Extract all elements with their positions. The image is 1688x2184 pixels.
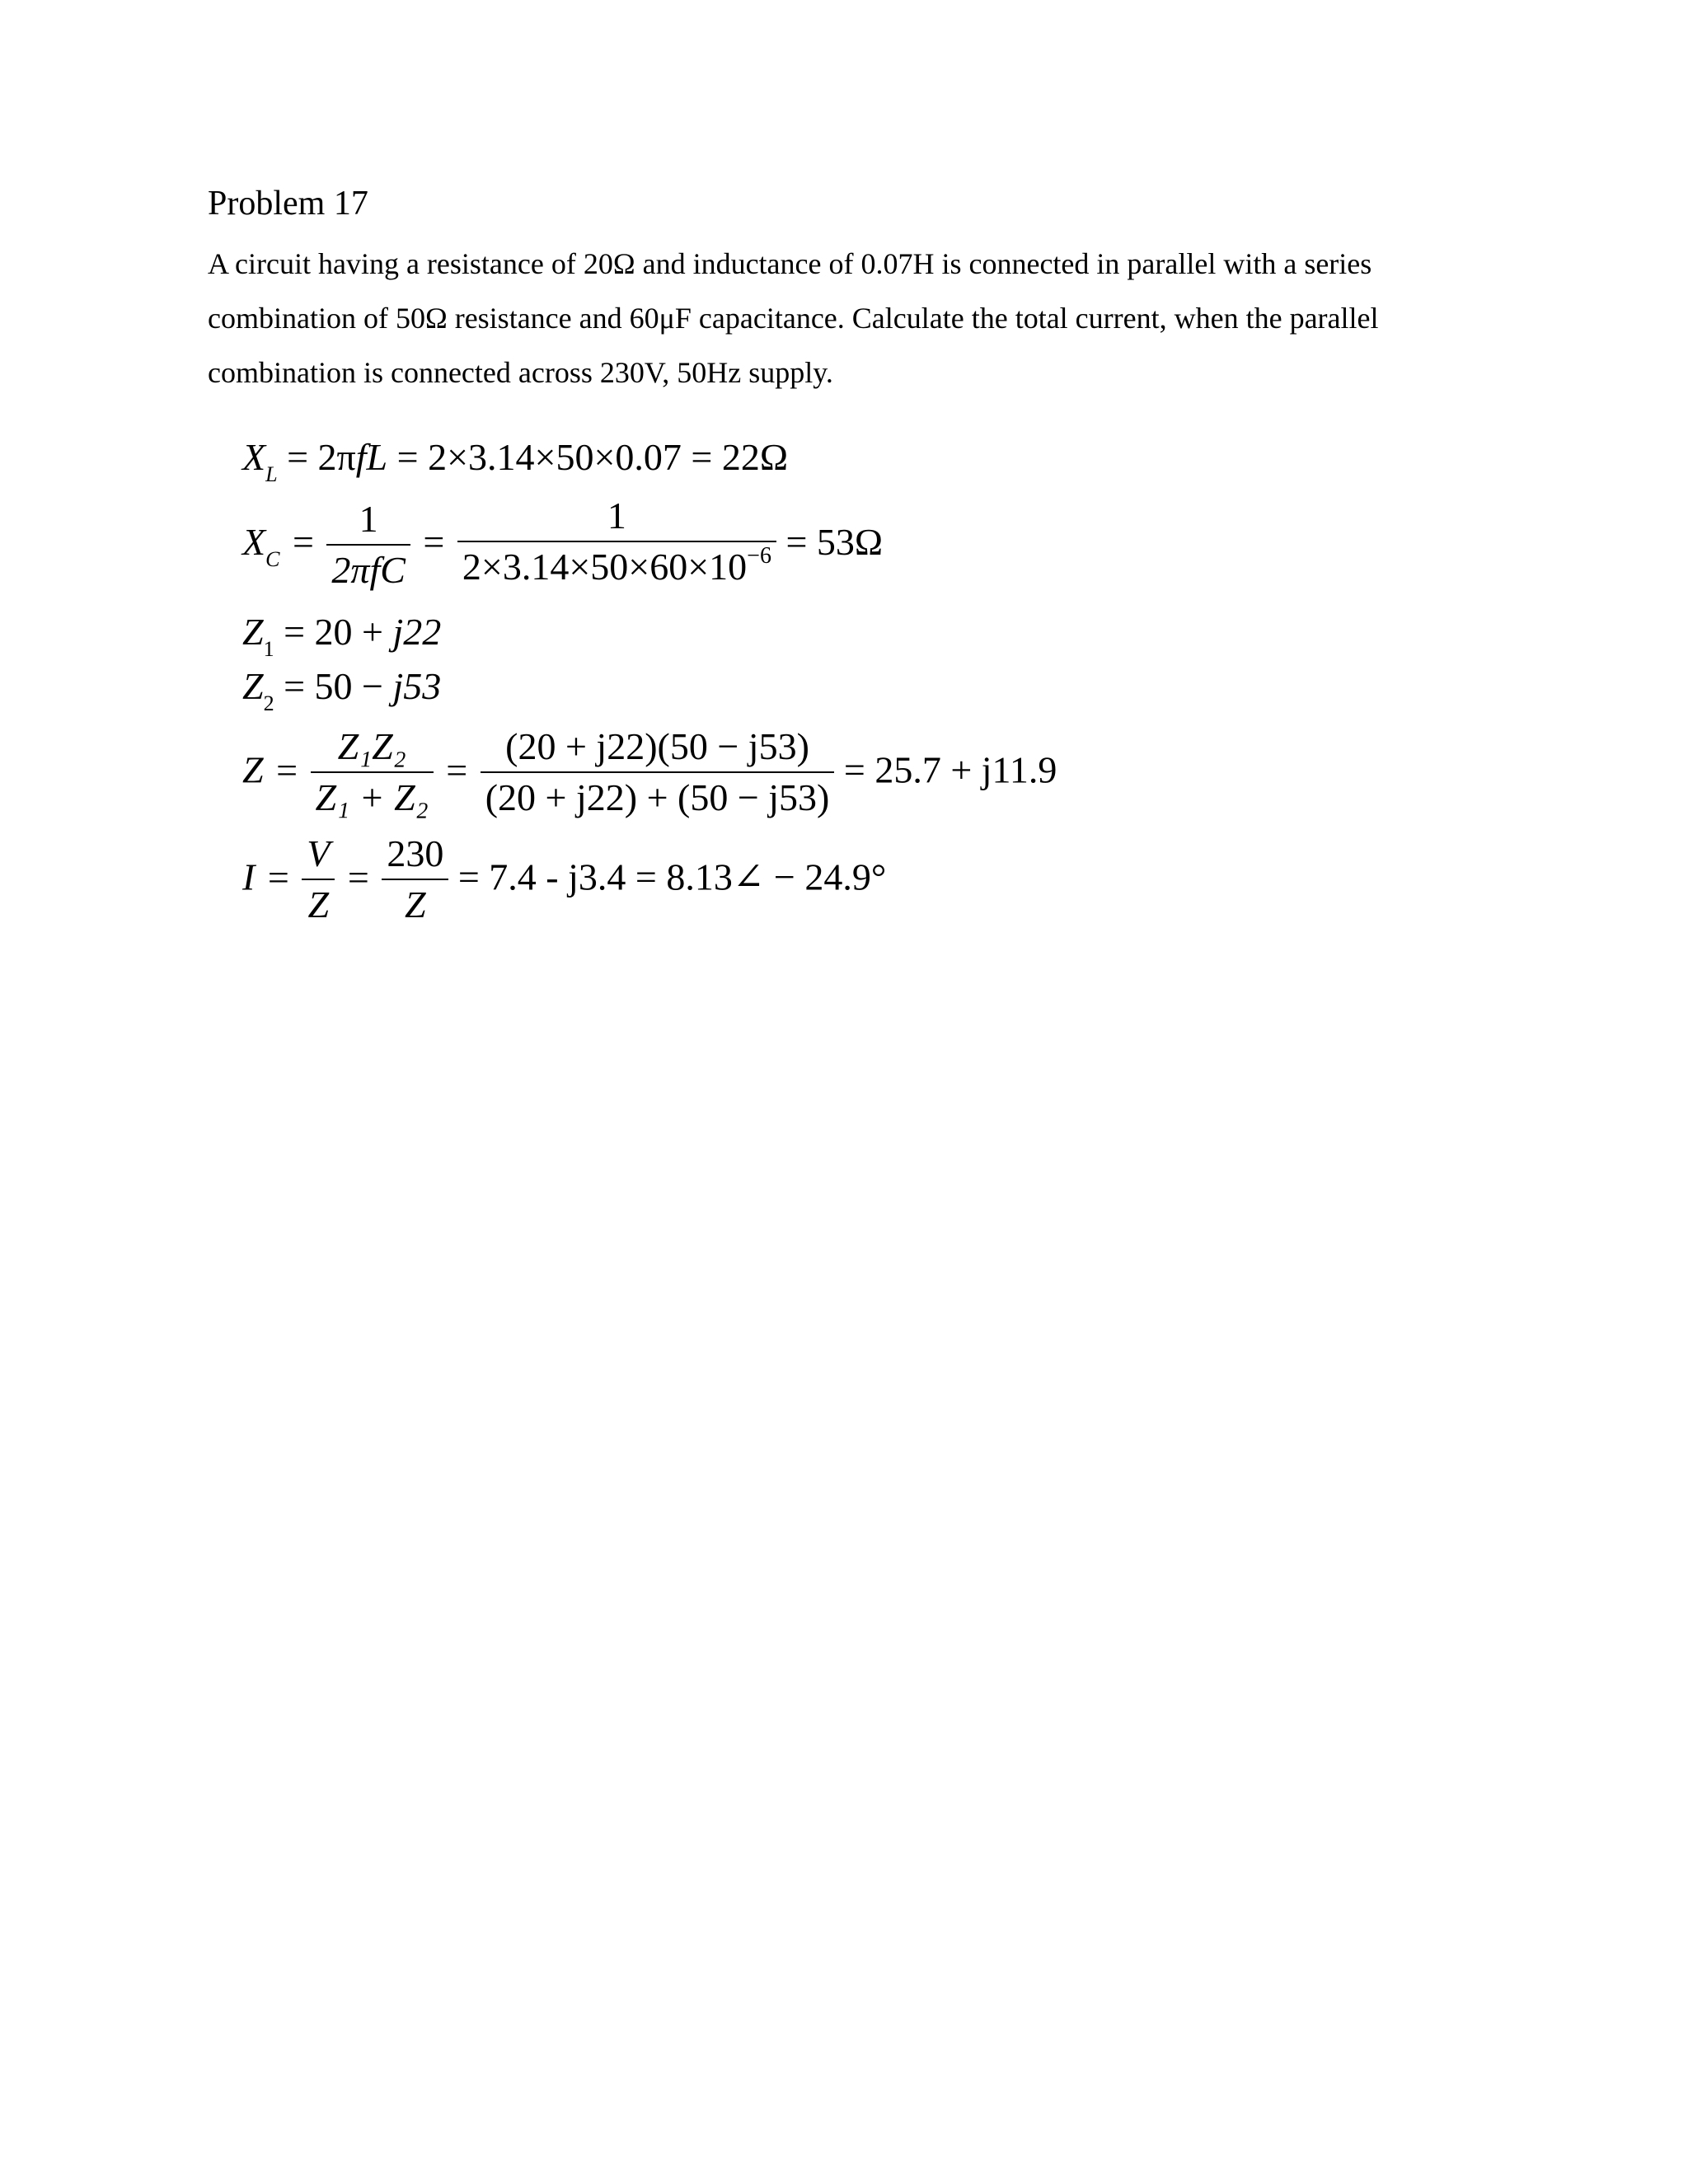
- problem-text-line-3: combination is connected across 230V, 50Hz supply.: [208, 356, 833, 389]
- eq1-lhs-subscript: L: [265, 462, 278, 486]
- problem-title: Problem 17: [208, 185, 368, 223]
- eq5-frac2-numerator: (20 + j22)(50 − j53): [481, 724, 835, 773]
- eq2-frac1-denominator: 2πfC: [331, 548, 406, 591]
- eq2-frac2-exponent: −6: [747, 543, 771, 569]
- eq4-lhs: Z: [242, 665, 264, 707]
- eq4-imag: j53: [392, 665, 442, 707]
- eq4-lhs-subscript: 2: [263, 691, 274, 715]
- eq6-lhs: I: [242, 855, 256, 898]
- eq2-result: = 53Ω: [785, 521, 884, 564]
- eq5-frac1-numerator: Z₁Z₂: [311, 724, 434, 773]
- equation-capacitive-reactance: $X_C$ = $\frac{1}{\text{2πfC}}$ = $\frac{1}{2\times 3.14\times 50\times 60\times 10^{-6}}$ = 53Ω: [242, 494, 883, 598]
- eq6-frac2-numerator: 230: [382, 831, 448, 880]
- eq1-lhs: X: [242, 436, 266, 478]
- eq3-lhs: Z: [242, 611, 264, 653]
- eq1-rhs-c: = 2×3.14×50×0.07 = 22Ω: [387, 436, 789, 478]
- eq1-rhs-b: fL: [355, 436, 388, 478]
- eq2-frac2-numerator: 1: [457, 493, 776, 542]
- eq2-lhs-subscript: C: [265, 547, 280, 572]
- equation-z1: [242, 610, 441, 660]
- eq5-fraction-2: [481, 724, 835, 821]
- eq4-rhs: = 50 −: [284, 665, 393, 707]
- eq6-frac1-denominator: Z: [307, 883, 330, 926]
- eq6-frac1-numerator: V: [302, 831, 335, 880]
- equation-inductive-reactance: [242, 435, 788, 485]
- eq3-lhs-subscript: 1: [263, 637, 274, 661]
- eq3-imag: j22: [392, 611, 442, 653]
- eq6-frac2-denominator: Z: [405, 883, 426, 926]
- eq5-fraction-1: [311, 724, 434, 821]
- eq5-frac2-denominator: (20 + j22) + (50 − j53): [485, 776, 830, 818]
- eq2-lhs: X: [242, 521, 266, 564]
- problem-text-line-2: combination of 50Ω resistance and 60μF capacitance. Calculate the total current, when the parallel: [208, 302, 1379, 335]
- eq3-rhs: = 20 +: [284, 611, 393, 653]
- equation-z2: [242, 664, 441, 715]
- eq2-fraction-2: [457, 493, 776, 596]
- eq5-frac1-denominator: Z₁ + Z₂: [315, 776, 429, 818]
- eq5-result: = 25.7 + j11.9: [843, 748, 1057, 791]
- equation-total-current: I = $\frac{V}{Z}$ = $\frac{230}{Z}$ = 7.4 - j3.4 = 8.13∠ − 24.9°: [242, 832, 886, 930]
- problem-text-line-1: A circuit having a resistance of 20Ω and inductance of 0.07H is connected in parallel with a series: [208, 247, 1372, 280]
- eq6-fraction-1: [302, 831, 335, 928]
- eq6-fraction-2: [382, 831, 448, 928]
- eq2-fraction-1: [326, 496, 410, 593]
- eq2-frac1-numerator: 1: [326, 496, 410, 546]
- eq1-rhs-a: = 2π: [287, 436, 356, 478]
- eq6-result: = 7.4 - j3.4 = 8.13∠ − 24.9°: [457, 855, 887, 898]
- equation-total-impedance: Z = $\frac{\text{Z₁Z₂}}{\text{Z₁ + Z₂}}$ = $\frac{(20 + j22)(50 - j53)}{(20 + j22) + (50 - j53)}$ = 25.7 + j11.9: [242, 725, 1057, 823]
- eq5-lhs: Z: [242, 748, 264, 791]
- eq2-frac2-denominator: 2×3.14×50×60×10: [462, 546, 748, 588]
